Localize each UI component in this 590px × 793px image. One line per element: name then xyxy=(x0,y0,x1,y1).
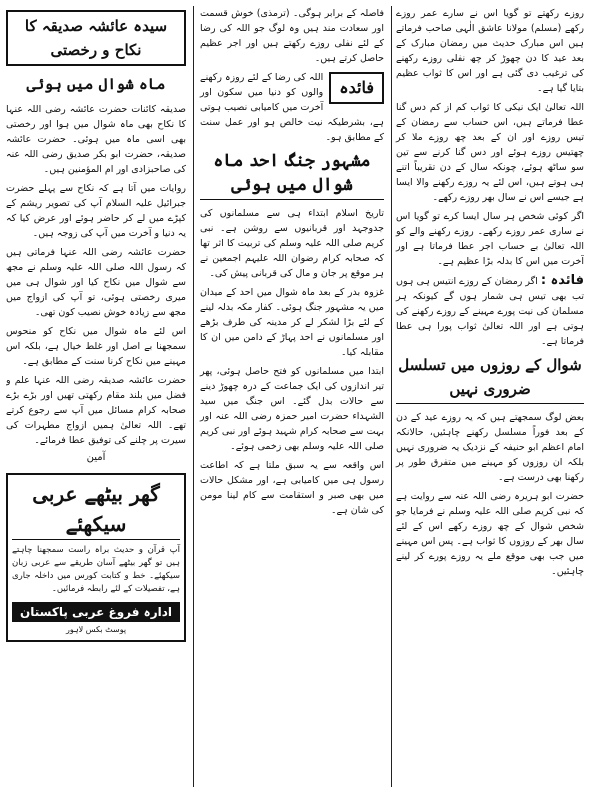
right-column xyxy=(392,6,584,787)
fayda-text: اگر رمضان کے روزے انتیس ہی ہوں تب بھی تیس ہی شمار ہوں گے کیونکہ ہر مسلمان کی نیت پورے مہینے کے روزے رکھنے کی ہوتی ہے اور اللہ تعالیٰ ثواب پورا ہی عطا فرماتا ہے۔ xyxy=(396,276,584,347)
fayda-label: فائدہ : xyxy=(540,273,584,288)
article-paragraph: صدیقہ کائنات حضرت عائشہ رضی اللہ عنہا کا نکاح بھی ماہ شوال میں ہوا اور رخصتی بھی اسی ماہ میں ہوئی۔ حضرت عائشہ صدیقہ، حضرت ابو بکر صدیق رضی اللہ عنہ کی صاحبزادی اور ام المؤمنین ہیں۔ xyxy=(6,104,186,175)
left-column xyxy=(6,6,190,787)
section-heading-ayesha-nikah: سیدہ عائشہ صدیقہ کا نکاح و رخصتی xyxy=(6,10,186,66)
article-paragraph: حضرت ابو ہریرہ رضی اللہ عنہ سے روایت ہے کہ نبی کریم صلی اللہ علیہ وسلم نے فرمایا جو شخص شوال کے چھ روزے رکھے اس کے لئے سال بھر کے روزوں کا ثواب ہے۔ پس اس مہینے میں جب بھی موقع ملے یہ روزے پورے کر لینے چاہئیں۔ xyxy=(396,491,584,577)
fayda-text: اللہ کی رضا کے لئے روزہ رکھنے والوں کو دنیا میں سکون اور آخرت میں کامیابی نصیب ہوتی ہے، بشرطیکہ نیت خالص ہو اور عمل سنت کے مطابق ہو۔ xyxy=(200,72,384,143)
article-paragraph: اللہ تعالیٰ ایک نیکی کا ثواب کم از کم دس گنا عطا فرماتے ہیں، اس حساب سے رمضان کے تیس روزے اور ان کے بعد چھ روزے ملا کر چھتیس روزے ہوئے اور دس گنا کرنے سے تین سو ساٹھ ہوئے، چونکہ سال کے دن تقریباً اتنے ہی ہوتے ہیں، اس لئے یہ روزے رکھنے والا ایسا ہے جیسے اس نے سال بھر روزے رکھے۔ xyxy=(396,102,584,203)
fayda-box-label: فائدہ xyxy=(329,72,384,104)
article-paragraph: ابتدا میں مسلمانوں کو فتح حاصل ہوئی، پھر تیر اندازوں کی ایک جماعت کے درہ چھوڑ دینے سے حالات بدل گئے۔ اس جنگ میں سید الشہداء حضرت امیر حمزہ رضی اللہ عنہ اور بہت سے صحابہ کرام شہید ہوئے اور نبی کریم صلی اللہ علیہ وسلم بھی زخمی ہوئے۔ xyxy=(200,366,384,452)
article-paragraph: روایات میں آتا ہے کہ نکاح سے پہلے حضرت جبرائیل علیہ السلام آپ کی تصویر ریشم کے کپڑے میں لے کر حاضر ہوئے اور عرض کیا کہ یہ دنیا و آخرت میں آپ کی زوجہ ہیں۔ xyxy=(6,183,186,239)
closing-word: آمین xyxy=(86,452,106,463)
article-paragraph: روزے رکھتے تو گویا اس نے سارے عمر روزے رکھے (مسلم) مولانا عاشق الٰہی صاحب فرماتے ہیں اس مبارک حدیث میں رمضان مبارک کے بعد عید کا دن چھوڑ کر چھ نفلی روزے رکھنے کی ترغیب دی گئی ہے اور اس کا ثواب عظیم بتایا گیا ہے۔ xyxy=(396,8,584,94)
ad-title: گھر بیٹھے عربی سیکھئے xyxy=(12,479,180,540)
ad-body: آپ قرآن و حدیث براہ راست سمجھنا چاہتے ہیں تو گھر بیٹھے آسان طریقے سے عربی زبان سیکھئے۔ خط و کتابت کورس میں داخلہ جاری ہے، تفصیلات کے لئے رابطہ فرمائیں۔ xyxy=(12,545,180,594)
fayda-paragraph xyxy=(396,273,584,349)
article-paragraph: حضرت عائشہ صدیقہ رضی اللہ عنہا علم و فضل میں بلند مقام رکھتی تھیں اور بڑے بڑے صحابہ کرام مسائل میں آپ سے رجوع کرتے تھے۔ اللہ تعالیٰ ہمیں ازواج مطہرات کی سیرت پر چلنے کی توفیق عطا فرمائے۔ xyxy=(6,375,186,446)
advertisement-box xyxy=(6,473,186,642)
section-heading-battle-uhud: مشہور جنگ احد ماہ شوال میں ہوئی xyxy=(200,149,384,200)
article-paragraph: فاصلہ کے برابر ہوگی۔ (ترمذی) خوش قسمت اور سعادت مند ہیں وہ لوگ جو اللہ کی رضا کے لئے نفلی روزے رکھتے ہیں اور اجر عظیم حاصل کرتے ہیں۔ xyxy=(200,8,384,64)
middle-column xyxy=(196,6,388,787)
article-paragraph: بعض لوگ سمجھتے ہیں کہ یہ روزے عید کے دن کے بعد فوراً مسلسل رکھنے چاہئیں، حالانکہ امام اعظم ابو حنیفہ کے نزدیک یہ ضروری نہیں بلکہ ان روزوں کو مہینے میں متفرق طور پر رکھنا بھی درست ہے۔ xyxy=(396,412,584,483)
article-paragraph: اس لئے ماہ شوال میں نکاح کو منحوس سمجھنا بے اصل اور غلط خیال ہے، بلکہ اس مہینے میں نکاح کرنا سنت کے مطابق ہے۔ xyxy=(6,326,186,367)
ad-banner: ادارہ فروغ عربی پاکستان xyxy=(12,602,180,622)
article-paragraph: حضرت عائشہ رضی اللہ عنہا فرماتی ہیں کہ رسول اللہ صلی اللہ علیہ وسلم نے مجھ سے شوال میں نکاح کیا اور شوال ہی میں میری رخصتی ہوئی، تو آپ کی ازواج میں مجھ سے زیادہ خوش نصیب کون تھی۔ xyxy=(6,247,186,318)
article-paragraph: تاریخ اسلام ابتداء ہی سے مسلمانوں کی جدوجہد اور قربانیوں سے روشن ہے۔ نبی کریم صلی اللہ علیہ وسلم کی تربیت کا اثر تھا کہ صحابہ کرام رضوان اللہ علیہم اجمعین نے ہر موقع پر جان و مال کی قربانی پیش کی۔ xyxy=(200,208,384,279)
article-paragraph: غزوہ بدر کے بعد ماہ شوال میں احد کے میدان میں یہ مشہور جنگ ہوئی۔ کفار مکہ بدلہ لینے کے لئے بڑا لشکر لے کر مدینہ کی طرف بڑھے اور مسلمانوں نے احد پہاڑ کے دامن میں ان کا مقابلہ کیا۔ xyxy=(200,287,384,358)
ad-address: پوسٹ بکس لاہور xyxy=(65,625,127,634)
fayda-block xyxy=(200,70,384,145)
section-heading-shawwal-fasts: شوال کے روزوں میں تسلسل ضروری نہیں xyxy=(396,353,584,404)
article-paragraph: اگر کوئی شخص ہر سال ایسا کرے تو گویا اس نے ساری عمر روزے رکھے۔ روزے رکھنے والے کو اللہ تعالیٰ بے حساب اجر عطا فرماتا ہے اور آخرت میں اس کا بدلہ بڑا عظیم ہے۔ xyxy=(396,211,584,267)
article-paragraph: اس واقعہ سے یہ سبق ملتا ہے کہ اطاعت رسول ہی میں کامیابی ہے، اور مشکل حالات میں بھی صبر و استقامت سے کام لینا مومن کی شان ہے۔ xyxy=(200,460,384,516)
column-divider xyxy=(193,6,194,787)
section-subheading: ماہ شوال میں ہوئی xyxy=(26,75,166,93)
